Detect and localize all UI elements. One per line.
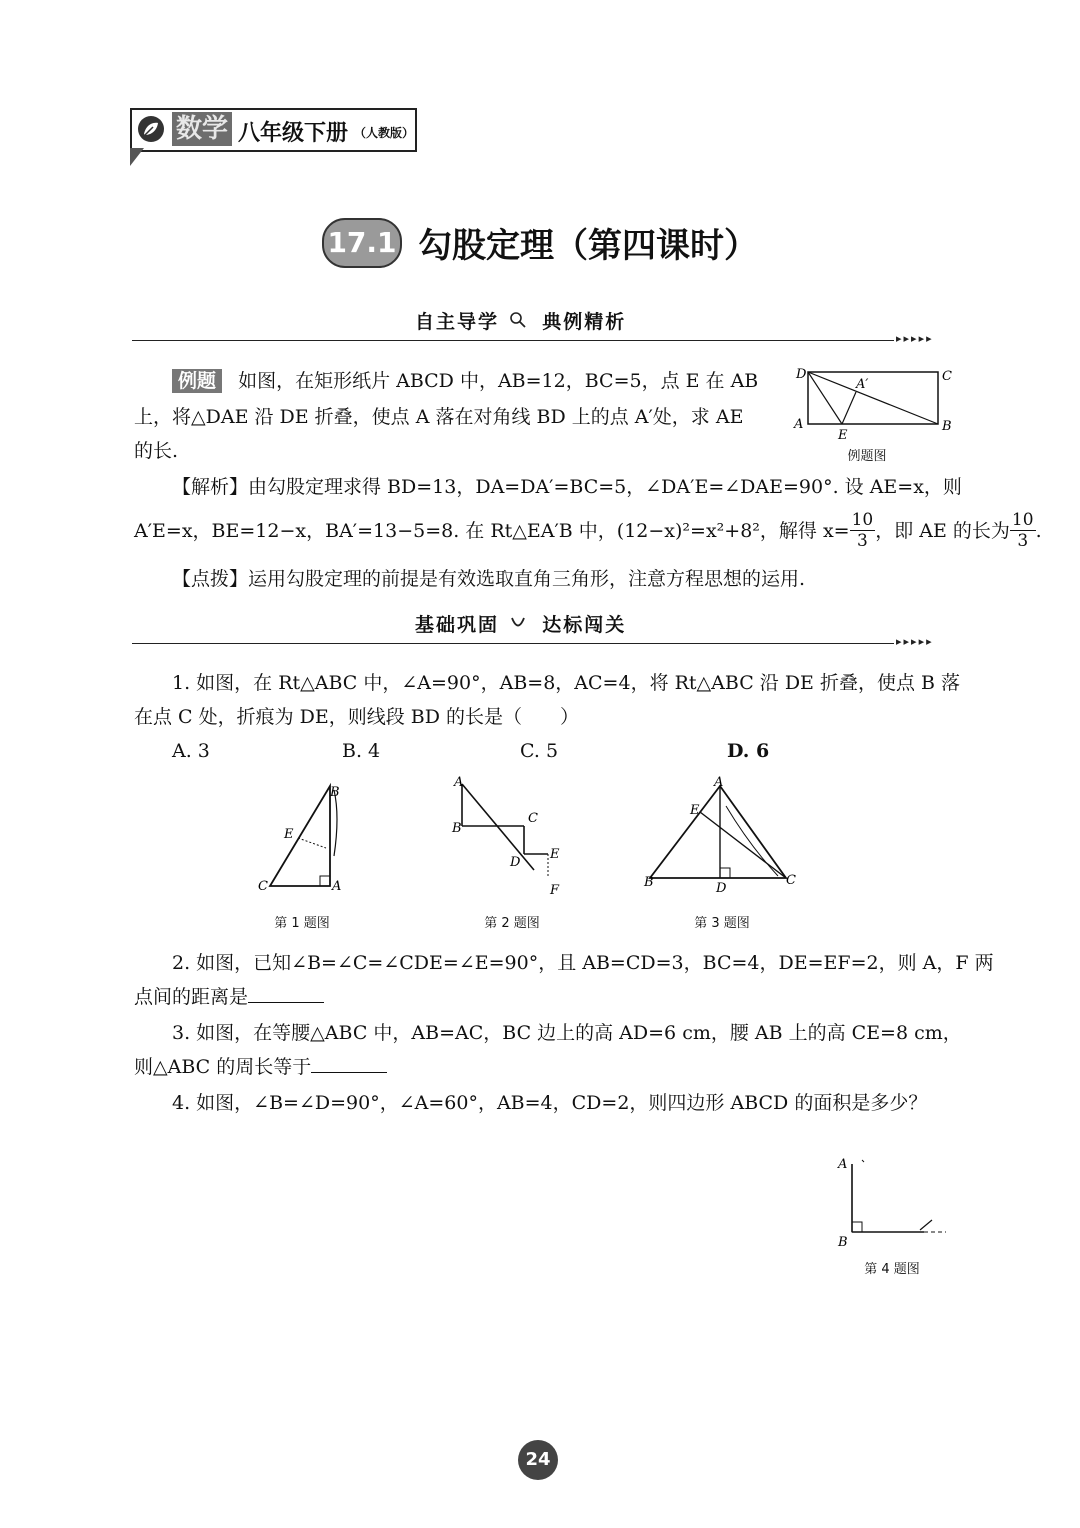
answer-blank[interactable]	[311, 1054, 387, 1073]
example-line-3: 的长.	[134, 440, 179, 462]
section-heading-right: 典例精析	[542, 311, 627, 333]
fold-line-de	[808, 372, 842, 424]
analysis-text-b: ，即 AE 的长为	[875, 519, 1010, 542]
fraction-answer-1	[850, 510, 876, 551]
example-line-1	[172, 364, 758, 398]
label-a: A	[454, 775, 464, 790]
figure-2	[450, 772, 570, 896]
example-line-2: 上，将△DAE 沿 DE 折叠，使点 A 落在对角线 BD 上的点 A′处，求 AE	[134, 406, 744, 428]
section-heading-left: 自主导学	[415, 311, 500, 333]
question-2-line-1: 2. 如图，已知∠B=∠C=∠CDE=∠E=90°，且 AB=CD=3，BC=4，DE=EF=2，则 A，F 两	[172, 952, 994, 974]
question-1-line-1: 1. 如图，在 Rt△ABC 中，∠A=90°，AB=8，AC=4，将 Rt△ABC 沿 DE 折叠，使点 B 落	[172, 672, 961, 694]
diagonal-bd	[808, 372, 938, 424]
triangle-abc	[270, 786, 330, 886]
cup-icon	[508, 613, 534, 638]
question-1-line-2: 在点 C 处，折痕为 DE，则线段 BD 的长是（ ）	[134, 706, 580, 728]
pencil-dot	[862, 1160, 864, 1162]
label-d: D	[716, 881, 727, 896]
arrow-decoration-icon: ▸▸▸▸▸	[896, 635, 934, 648]
label-d: D	[796, 367, 807, 382]
label-c: C	[942, 369, 952, 384]
example-label: 例题	[172, 369, 222, 393]
question-4-line-1: 4. 如图，∠B=∠D=90°，∠A=60°，AB=4，CD=2，则四边形 ABCD 的面积是多少？	[172, 1092, 928, 1114]
figure-3	[640, 776, 800, 896]
section-heading-right: 达标闯关	[542, 614, 627, 636]
altitude-ce	[700, 812, 786, 878]
hint-line: 【点拨】运用勾股定理的前提是有效选取直角三角形，注意方程思想的运用.	[172, 568, 806, 590]
edition-label: （人教版）	[354, 126, 415, 140]
fraction-num: 10	[851, 510, 874, 530]
label-b: B	[838, 1235, 848, 1250]
option-a: A. 3	[172, 740, 210, 762]
right-angle-mark	[320, 876, 330, 886]
subject-label: 数学	[172, 112, 232, 146]
example-text-1: 如图，在矩形纸片 ABCD 中，AB=12，BC=5，点 E 在 AB	[238, 370, 759, 392]
question-3-text: 则△ABC 的周长等于	[134, 1056, 312, 1078]
label-e: E	[284, 827, 294, 842]
question-3-line-2	[134, 1050, 387, 1084]
magnifier-icon	[508, 310, 534, 335]
grade-label: 八年级下册	[238, 121, 349, 146]
label-b: B	[644, 875, 654, 890]
page-number: 24	[518, 1440, 558, 1480]
label-a: A	[332, 879, 342, 894]
section-heading-left: 基础巩固	[415, 614, 500, 636]
question-2-text: 点间的距离是	[134, 986, 249, 1008]
section-divider	[132, 340, 894, 341]
analysis-line-1: 【解析】由勾股定理求得 BD=13，DA=DA′=BC=5，∠DA′E=∠DAE=90°. 设 AE=x，则	[172, 476, 962, 498]
page-title: 勾股定理（第四课时）	[418, 226, 758, 266]
label-a-prime: A′	[856, 377, 869, 392]
right-angle-mark	[852, 1222, 862, 1232]
option-c: C. 5	[520, 740, 559, 762]
label-e: E	[550, 847, 560, 862]
label-f: F	[550, 883, 560, 896]
example-figure-caption: 例题图	[847, 449, 887, 464]
label-e: E	[838, 428, 848, 440]
figure-4	[832, 1150, 962, 1250]
label-c: C	[786, 873, 796, 888]
label-e: E	[690, 803, 700, 818]
label-b: B	[330, 785, 340, 800]
fraction-den: 3	[857, 531, 868, 551]
period: .	[1035, 519, 1042, 542]
analysis-line-2	[134, 510, 1042, 551]
fold-line	[298, 838, 326, 848]
label-a: A	[794, 417, 804, 432]
label-b: B	[942, 419, 952, 434]
answer-blank[interactable]	[248, 984, 324, 1003]
example-figure	[790, 360, 960, 440]
fraction-den: 3	[1017, 531, 1029, 551]
label-a: A	[714, 776, 724, 790]
pencil-mark	[920, 1220, 932, 1230]
figure-4-caption: 第 4 题图	[864, 1262, 920, 1277]
segment-ea	[842, 392, 856, 424]
section-heading-practice	[415, 610, 626, 638]
figure-1	[250, 776, 360, 896]
figure-3-caption: 第 3 题图	[694, 916, 750, 931]
leaf-icon	[138, 116, 164, 142]
figure-2-caption: 第 2 题图	[484, 916, 540, 931]
label-b: B	[452, 821, 462, 836]
arrow-decoration-icon: ▸▸▸▸▸	[896, 332, 934, 345]
question-2-line-2	[134, 980, 324, 1014]
fraction-answer-2	[1010, 510, 1036, 551]
header-tab-decoration	[130, 148, 144, 166]
header-box	[130, 108, 417, 152]
label-d: D	[510, 855, 521, 870]
triangle-abc	[650, 786, 786, 878]
section-divider	[132, 643, 894, 644]
question-3-line-1: 3. 如图，在等腰△ABC 中，AB=AC，BC 边上的高 AD=6 cm，腰 AB 上的高 CE=8 cm，	[172, 1022, 962, 1044]
label-c: C	[258, 879, 268, 894]
section-number-badge: 17.1	[322, 218, 402, 268]
right-angle-mark	[720, 868, 730, 878]
option-d: D. 6	[727, 740, 770, 762]
label-a: A	[838, 1157, 848, 1172]
book-header	[130, 108, 420, 154]
analysis-text-a: A′E=x，BE=12−x，BA′=13−5=8. 在 Rt△EA′B 中，(12−x)²=x²+8²，解得 x=	[134, 519, 850, 542]
label-c: C	[528, 811, 538, 826]
figure-1-caption: 第 1 题图	[274, 916, 330, 931]
section-heading-study	[415, 307, 626, 335]
fraction-num: 10	[1011, 510, 1034, 530]
option-b: B. 4	[342, 740, 381, 762]
